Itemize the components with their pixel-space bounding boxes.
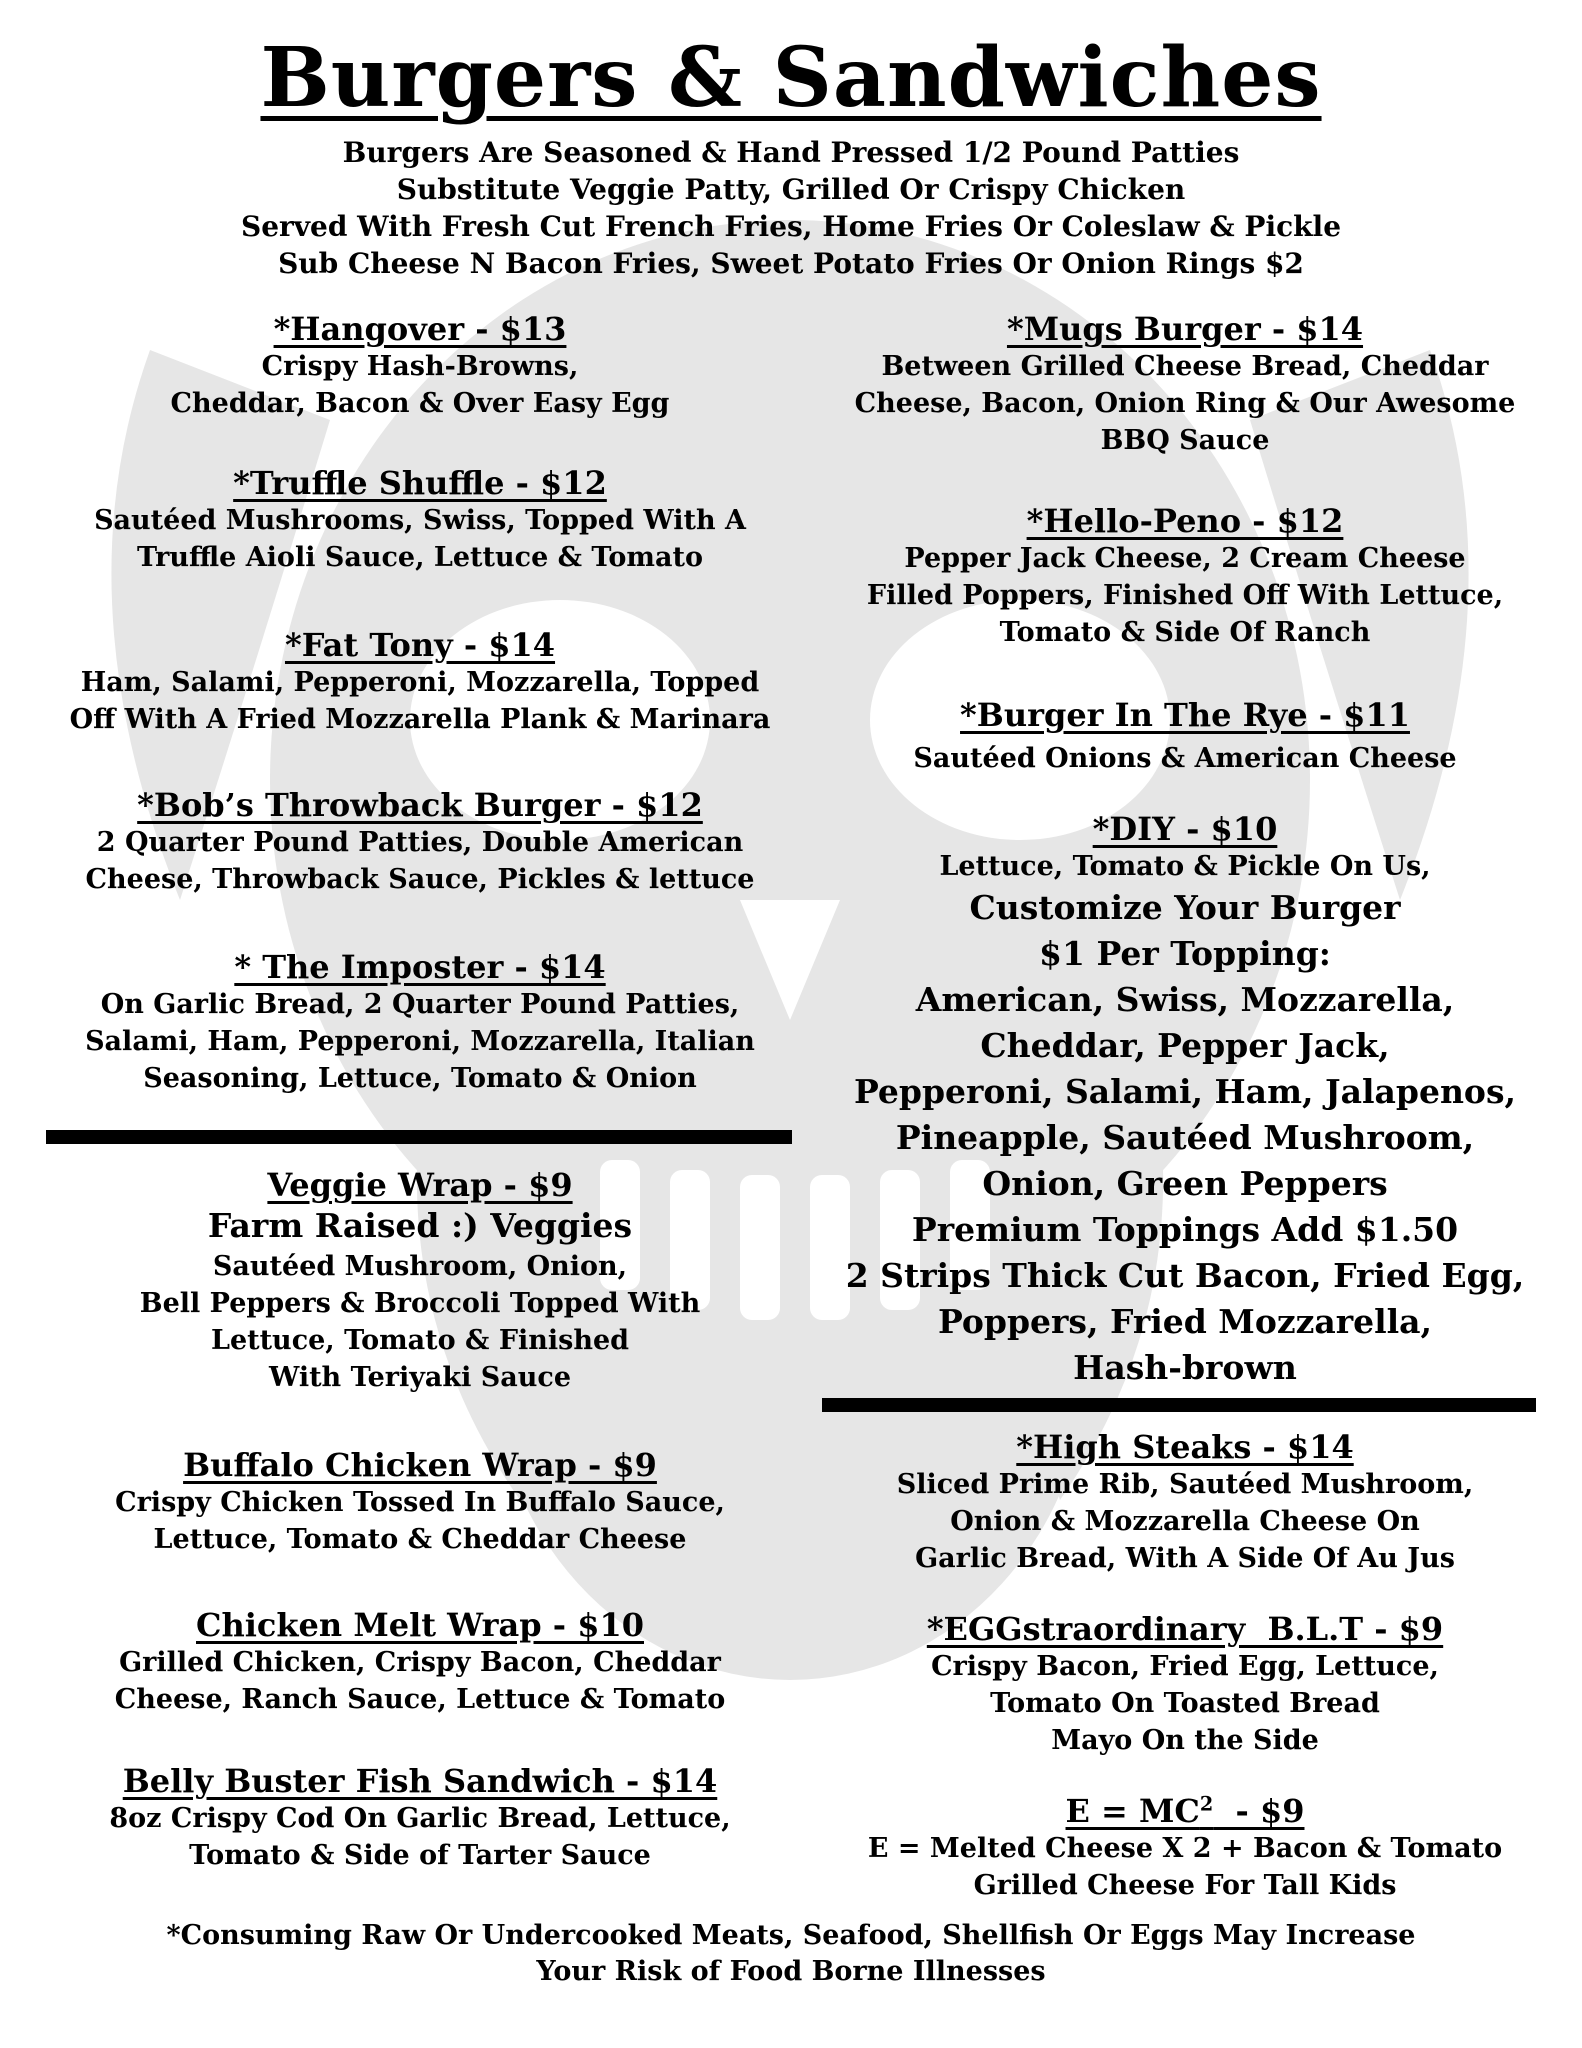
desc-line: Lettuce, Tomato & Cheddar Cheese (153, 1524, 687, 1555)
item-name: *Hello-Peno - $12 (1026, 502, 1344, 540)
desc-line: Mayo On the Side (1051, 1725, 1319, 1756)
intro-notes (0, 134, 1582, 282)
desc-line: Tomato & Side Of Ranch (999, 617, 1371, 648)
desc-line: Crispy Hash-Browns, (261, 351, 579, 382)
intro-line: Sub Cheese N Bacon Fries, Sweet Potato Fries Or Onion Rings $2 (278, 247, 1304, 280)
menu-item-fat-tony (40, 626, 800, 738)
item-name: *Truffle Shuffle - $12 (233, 464, 607, 502)
item-name-main: E = MC (1065, 1792, 1200, 1830)
desc-line: With Teriyaki Sauce (268, 1362, 572, 1393)
item-name (820, 1792, 1550, 1830)
menu-item-veggie-wrap (40, 1166, 800, 1396)
item-name: *Hangover - $13 (273, 310, 567, 348)
menu-item-burger-in-the-rye (820, 696, 1550, 777)
desc-line: Off With A Fried Mozzarella Plank & Marinara (69, 704, 771, 735)
item-name: Veggie Wrap - $9 (267, 1166, 573, 1204)
desc-line: Grilled Cheese For Tall Kids (973, 1870, 1397, 1901)
desc-line: Lettuce, Tomato & Finished (210, 1325, 630, 1356)
item-price: - $9 (1213, 1792, 1305, 1830)
desc-line: Onion & Mozzarella Cheese On (950, 1506, 1420, 1537)
topping-line: Pineapple, Sautéed Mushroom, (895, 1118, 1475, 1157)
diy-toppings (820, 885, 1550, 1391)
item-description (820, 540, 1550, 651)
section-divider (822, 1398, 1536, 1412)
notice-line: *Consuming Raw Or Undercooked Meats, Seafood, Shellfish Or Eggs May Increase (166, 1920, 1416, 1951)
menu-item-bobs-throwback (40, 786, 800, 898)
desc-line: Cheese, Ranch Sauce, Lettuce & Tomato (114, 1684, 726, 1715)
menu-item-eggstraordinary-blt (820, 1610, 1550, 1759)
topping-line: $1 Per Topping: (1039, 934, 1331, 973)
item-description (820, 348, 1550, 459)
item-description (40, 1800, 800, 1874)
item-name: Chicken Melt Wrap - $10 (196, 1606, 644, 1644)
item-name: Buffalo Chicken Wrap - $9 (183, 1446, 657, 1484)
menu-item-hello-peno (820, 502, 1550, 651)
menu-item-buffalo-chicken-wrap (40, 1446, 800, 1558)
topping-line: Premium Toppings Add $1.50 (911, 1210, 1459, 1249)
desc-line: Salami, Ham, Pepperoni, Mozzarella, Italian (85, 1026, 755, 1057)
item-description (40, 664, 800, 738)
intro-line: Burgers Are Seasoned & Hand Pressed 1/2 Pound Patties (342, 136, 1240, 169)
section-divider (46, 1130, 792, 1144)
item-description (820, 740, 1550, 777)
desc-line: Grilled Chicken, Crispy Bacon, Cheddar (119, 1647, 721, 1678)
desc-line: Bell Peppers & Broccoli Topped With (139, 1288, 701, 1319)
item-name: *DIY - $10 (1092, 810, 1278, 848)
item-name: *High Steaks - $14 (1016, 1428, 1354, 1466)
item-name: * The Imposter - $14 (234, 948, 606, 986)
page-title: Burgers & Sandwiches (260, 30, 1322, 126)
menu-item-hangover (40, 310, 800, 422)
item-description (820, 1648, 1550, 1759)
desc-line: Sautéed Onions & American Cheese (913, 743, 1457, 774)
food-safety-notice (0, 1918, 1582, 1990)
desc-line: Seasoning, Lettuce, Tomato & Onion (143, 1063, 697, 1094)
intro-line: Served With Fresh Cut French Fries, Home Fries Or Coleslaw & Pickle (240, 210, 1342, 243)
topping-line: Poppers, Fried Mozzarella, (937, 1302, 1433, 1341)
item-description (40, 1248, 800, 1396)
desc-line: BBQ Sauce (1100, 425, 1270, 456)
desc-line: E = Melted Cheese X 2 + Bacon & Tomato (867, 1833, 1503, 1864)
desc-line: Pepper Jack Cheese, 2 Cream Cheese (904, 543, 1466, 574)
desc-line: Cheese, Throwback Sauce, Pickles & lettuce (85, 864, 755, 895)
desc-line: Sautéed Mushrooms, Swiss, Topped With A (94, 505, 746, 536)
topping-line: Pepperoni, Salami, Ham, Jalapenos, (853, 1072, 1517, 1111)
item-name: *Bob’s Throwback Burger - $12 (137, 786, 703, 824)
desc-line: Crispy Chicken Tossed In Buffalo Sauce, (115, 1487, 725, 1518)
desc-line: 8oz Crispy Cod On Garlic Bread, Lettuce, (109, 1803, 731, 1834)
notice-line: Your Risk of Food Borne Illnesses (536, 1956, 1046, 1987)
item-name: *Fat Tony - $14 (284, 626, 556, 664)
desc-line: On Garlic Bread, 2 Quarter Pound Patties, (100, 989, 740, 1020)
desc-line: Tomato On Toasted Bread (990, 1688, 1380, 1719)
desc-line: Garlic Bread, With A Side Of Au Jus (915, 1543, 1455, 1574)
desc-line: Crispy Bacon, Fried Egg, Lettuce, (931, 1651, 1439, 1682)
desc-line: Between Grilled Cheese Bread, Cheddar (881, 351, 1489, 382)
menu-item-mugs-burger (820, 310, 1550, 459)
topping-line: Customize Your Burger (969, 888, 1401, 927)
item-description (40, 824, 800, 898)
topping-line: 2 Strips Thick Cut Bacon, Fried Egg, (845, 1256, 1525, 1295)
desc-line: Lettuce, Tomato & Pickle On Us, (939, 851, 1431, 882)
item-description (40, 348, 800, 422)
item-name: Belly Buster Fish Sandwich - $14 (122, 1762, 718, 1800)
topping-line: Onion, Green Peppers (982, 1164, 1388, 1203)
menu-item-imposter (40, 948, 800, 1097)
item-description (40, 1484, 800, 1558)
menu-item-emc2 (820, 1792, 1550, 1904)
item-description (820, 1466, 1550, 1577)
desc-line: Cheddar, Bacon & Over Easy Egg (170, 388, 670, 419)
item-name: *Burger In The Rye - $11 (960, 696, 1410, 734)
intro-line: Substitute Veggie Patty, Grilled Or Crispy Chicken (396, 173, 1186, 206)
menu-item-diy (820, 810, 1550, 1391)
item-name-superscript: 2 (1199, 1792, 1214, 1816)
item-description (40, 1644, 800, 1718)
desc-line: Sautéed Mushroom, Onion, (212, 1251, 628, 1282)
item-tagline: Farm Raised :) Veggies (207, 1206, 633, 1245)
item-name: *Mugs Burger - $14 (1006, 310, 1364, 348)
menu-item-belly-buster (40, 1762, 800, 1874)
menu-item-truffle-shuffle (40, 464, 800, 576)
desc-line: Filled Poppers, Finished Off With Lettuce, (866, 580, 1504, 611)
topping-line: Cheddar, Pepper Jack, (980, 1026, 1390, 1065)
topping-line: Hash-brown (1073, 1348, 1297, 1387)
item-name: *EGGstraordinary B.L.T - $9 (926, 1610, 1444, 1648)
item-description (820, 848, 1550, 885)
desc-line: Sliced Prime Rib, Sautéed Mushroom, (896, 1469, 1474, 1500)
menu-item-chicken-melt-wrap (40, 1606, 800, 1718)
item-description (40, 986, 800, 1097)
topping-line: American, Swiss, Mozzarella, (915, 980, 1455, 1019)
menu-item-high-steaks (820, 1428, 1550, 1577)
desc-line: Truffle Aioli Sauce, Lettuce & Tomato (137, 542, 703, 573)
desc-line: 2 Quarter Pound Patties, Double American (96, 827, 744, 858)
desc-line: Ham, Salami, Pepperoni, Mozzarella, Topped (80, 667, 760, 698)
desc-line: Cheese, Bacon, Onion Ring & Our Awesome (854, 388, 1516, 419)
item-description (40, 502, 800, 576)
item-description (820, 1830, 1550, 1904)
desc-line: Tomato & Side of Tarter Sauce (189, 1840, 651, 1871)
